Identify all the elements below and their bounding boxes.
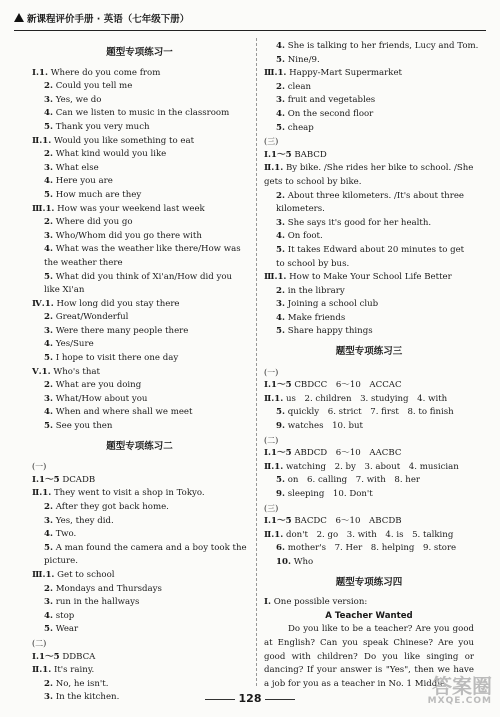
question-number: 4. [44,108,53,119]
answer-line [32,569,247,583]
answer-text: clean [287,81,312,92]
answer-line [264,230,474,244]
question-number: 4. [44,529,53,540]
answer-line [264,271,474,285]
question-number: Ⅲ.1. [32,203,55,214]
question-number: 4. [276,312,285,323]
answer-text: BACDC 6～10 ABCDB [294,516,402,527]
answer-line [264,461,474,475]
answer-text: What did you think of Xi'an/How did you like Xi'an [44,271,233,296]
answer-text: On the second floor [287,108,374,119]
question-number: Ⅱ.1. [264,529,284,540]
answer-line [264,54,474,68]
question-number: Ⅲ.1. [264,68,287,79]
answer-line [264,529,474,543]
question-number: Ⅳ.1. [32,298,54,309]
question-number: Ⅱ.1. [32,665,52,676]
answer-text: cheap [287,122,314,133]
answer-text: run in the hallways [55,597,140,608]
question-number: 4. [44,339,53,350]
answer-line [264,108,474,122]
answer-text: What/How about you [55,393,148,404]
question-number: Ⅲ.1. [32,569,55,580]
book-title: 新课程评价手册 · 英语（七年级下册） [27,14,190,25]
answer-text: Get to school [57,569,115,580]
answer-text: What else [55,162,99,173]
answer-text: When and where shall we meet [55,407,193,418]
question-number: 5. [276,326,285,337]
answer-text: One possible version: [273,597,368,608]
answer-line [32,107,247,121]
answer-text: sleeping 10. Don't [287,489,373,499]
answer-text: Here you are [55,176,113,187]
answer-line [32,189,247,203]
answer-line [264,420,474,434]
essay-title: A Teacher Wanted [325,610,413,621]
question-number: 3. [276,299,285,310]
question-number: 5. [276,407,285,418]
answer-text: About three kilometers. /It's about three kilometers. [276,190,464,215]
answer-text: Nine/9. [287,54,320,65]
answer-text: Who/Whom did you go there with [55,230,202,241]
answer-line [32,203,247,217]
answer-text: Were there many people there [55,325,189,336]
answer-line [32,135,247,149]
question-number: 5. [44,271,53,282]
question-number: Ⅰ.1～5 [32,651,60,662]
watermark-text: 答案圈 [432,674,492,698]
question-number: 6. [276,543,285,554]
section-heading: 题型专项练习一 [106,47,173,58]
answer-text: Who's that [53,366,100,377]
answer-line [32,243,247,270]
answer-line [32,298,247,312]
section-heading: 题型专项练习二 [106,440,173,452]
answer-line [264,515,474,529]
subsection-label: (三) [264,137,279,147]
question-number: 9. [276,489,285,499]
question-number: 10. [276,556,291,567]
answer-line [264,162,474,189]
answer-line [32,406,247,420]
book-logo-icon [14,13,24,22]
question-number: 3. [276,217,285,228]
answer-text: ABDCD 6～10 AACBC [294,448,402,459]
answer-text: After they got back home. [55,502,169,512]
answer-line [32,325,247,339]
answer-line [32,271,247,298]
answer-line [264,40,479,54]
question-number: 5. [276,475,285,486]
answer-line [32,420,247,434]
question-number: 3. [44,230,53,241]
answer-line [32,162,247,176]
answer-text: Can we listen to music in the classroom [55,108,230,119]
question-number: 5. [276,244,285,255]
answer-line [32,596,247,610]
page-header [14,6,486,31]
question-number: 3. [44,597,53,608]
question-number: 3. [44,393,53,404]
answer-line [264,190,474,217]
question-number: 4. [276,108,285,119]
question-number: 4. [44,610,53,621]
answer-line [32,528,247,542]
answer-text: In the kitchen. [55,692,120,703]
answer-line [32,474,247,488]
answer-line [264,542,474,556]
answer-line [264,67,474,81]
question-number: 2. [44,149,53,160]
answer-line [264,488,474,502]
question-number: 5. [276,122,285,133]
answer-line [32,216,247,230]
question-number: 2. [44,81,53,92]
answer-text: DCADB [62,474,96,485]
answer-text: It's rainy. [53,665,95,676]
question-number: 2. [44,502,53,512]
question-number: 4. [44,407,53,418]
question-number: Ⅱ.1. [32,488,52,499]
question-number: Ⅰ.1～5 [264,380,292,391]
answer-text: quickly 6. strict 7. first 8. to finish [287,407,454,418]
answer-text: By bike. /She rides her bike to school. /She gets to school by bike. [264,163,474,187]
answer-text: Yes, they did. [55,515,114,526]
section-heading: 题型专项练习三 [335,346,403,358]
answer-line [264,217,474,231]
question-number: Ⅰ. [264,597,272,608]
question-number: 3. [44,692,53,703]
answer-line [32,366,247,380]
answer-line [32,515,247,529]
answer-line [32,121,247,135]
question-number: 4. [44,176,53,187]
left-column [32,40,247,705]
answer-text: What was the weather like there/How was the weather there [44,244,241,268]
question-number: 3. [44,515,53,526]
answer-line [32,379,247,393]
answer-line [32,501,247,515]
answer-text: She is talking to her friends, Lucy and Tom. [287,41,479,51]
answer-line [264,149,474,163]
footer-swash-right [265,699,295,700]
subsection-label: (三) [264,503,279,513]
question-number: 4. [276,231,285,242]
answer-text: DDBCA [62,651,96,662]
subsection-label: (一) [264,367,279,377]
question-number: 5. [276,54,285,65]
answer-line [32,230,247,244]
question-number: Ⅱ.1. [264,163,284,174]
question-number: Ⅰ.1～5 [264,448,292,459]
answer-line [32,94,247,108]
question-number: 3. [276,95,285,106]
question-number: 4. [44,244,53,255]
answer-line [32,651,247,665]
watermark-logo [414,676,492,712]
answer-line [32,148,247,162]
answer-text: Wear [55,624,79,635]
answer-text: watching 2. by 3. about 4. musician [285,461,459,472]
answer-line [264,298,474,312]
answer-line [264,447,474,461]
answer-text: How long did you stay there [56,298,180,309]
question-number: 2. [44,678,53,689]
answer-line [32,338,247,352]
answer-line [264,312,474,326]
answer-text: Could you tell me [55,81,133,92]
essay-paragraph: Do you like to be a teacher? Are you good at English? Can you speak Chinese? Are you good with children? Do you like singing or dancing? If your answer is "Yes", then we have a job for you as a teacher in No. 1 Middle [264,624,474,689]
subsection-label: (二) [264,435,279,445]
answer-line [32,664,247,678]
answer-text: Would you like something to eat [53,135,195,146]
question-number: Ⅰ.1～5 [264,149,292,160]
answer-text: Where did you go [55,217,133,228]
answer-text: How was your weekend last week [57,203,205,214]
question-number: 5. [44,542,53,553]
subsection-label: (二) [32,638,47,648]
answer-text: Yes, we do [55,94,102,105]
question-number: 2. [276,285,285,296]
answer-text: Thank you very much [55,121,150,132]
answer-line [32,311,247,325]
answer-line [264,393,474,407]
answer-line [264,406,474,420]
question-number: Ⅱ.1. [264,461,284,472]
question-number: 5. [44,421,53,432]
question-number: Ⅰ.1. [32,67,48,78]
answer-line [32,80,247,94]
question-number: Ⅲ.1. [264,272,287,283]
answer-line [32,352,247,366]
question-number: 2. [44,583,53,594]
question-number: 5. [44,624,53,635]
answer-text: in the library [287,285,345,296]
answer-text: It takes Edward about 20 minutes to get to school by bus. [276,244,465,269]
answer-text: Great/Wonderful [55,312,129,323]
question-number: 4. [276,41,285,51]
answer-text: on 6. calling 7. with 8. her [287,475,421,486]
answer-line [32,542,247,569]
answer-line [264,122,474,136]
answer-text: fruit and vegetables [287,95,376,106]
answer-text: A man found the camera and a boy took the picture. [44,542,247,567]
answer-text: us 2. children 3. studying 4. with [285,393,448,404]
answer-line [32,623,247,637]
answer-line [32,175,247,189]
answer-text: What are you doing [55,380,142,391]
answer-line [264,81,474,95]
answer-text: Joining a school club [287,299,379,310]
answer-text: don't 2. go 3. with 4. is 5. talking [285,529,454,540]
answer-text: Where do you come from [50,67,161,78]
question-number: Ⅴ.1. [32,366,51,377]
answer-text: They went to visit a shop in Tokyo. [53,488,205,499]
question-number: 5. [44,121,53,132]
answer-text: Share happy things [287,326,373,337]
question-number: 3. [44,162,53,173]
question-number: Ⅰ.1～5 [264,516,292,527]
answer-text: How to Make Your School Life Better [289,272,452,283]
question-number: 2. [44,380,53,391]
answer-text: How much are they [55,189,142,200]
answer-line [32,583,247,597]
answer-text: CBDCC 6～10 ACCAC [294,380,402,391]
answer-text: On foot. [287,231,323,242]
answer-text: watches 10. but [287,421,363,432]
answer-text: Make friends [287,312,346,323]
answer-text: Yes/Sure [55,339,94,350]
section-heading: 题型专项练习四 [335,576,403,588]
answer-line [264,94,474,108]
page-number: 128 [238,692,262,705]
question-number: 9. [276,421,285,432]
answer-text: Mondays and Thursdays [55,583,162,594]
question-number: 3. [44,94,53,105]
question-number: 3. [44,325,53,336]
question-number: Ⅱ.1. [264,393,284,404]
answer-line [32,610,247,624]
answer-line [264,379,474,393]
answer-line [264,474,474,488]
answer-text: I hope to visit there one day [55,353,179,364]
answer-text: stop [55,610,75,621]
answer-line [264,325,474,339]
watermark-url: MXQE.COM [427,696,492,706]
question-number: 5. [44,189,53,200]
question-number: 5. [44,353,53,364]
question-number: Ⅰ.1～5 [32,474,60,485]
column-divider [256,38,257,686]
answer-line [264,244,474,271]
answer-line [32,487,247,501]
answer-line [32,67,247,81]
answer-line [264,596,474,610]
question-number: 2. [276,190,285,201]
answer-text: BABCD [294,149,327,160]
answer-text: Happy-Mart Supermarket [289,68,403,79]
question-number: 2. [44,312,53,323]
answer-text: She says it's good for her health. [287,217,432,228]
answer-text: Who [293,556,314,567]
answer-text: Two. [55,529,77,540]
answer-text: See you then [55,421,113,432]
question-number: 2. [44,217,53,228]
subsection-label: (一) [32,462,47,472]
answer-line [264,285,474,299]
answer-text: mother's 7. Her 8. helping 9. store [287,543,457,554]
answer-line [264,556,474,570]
answer-text: No, he isn't. [55,678,109,689]
question-number: Ⅱ.1. [32,135,52,146]
answer-line [32,678,247,692]
question-number: 2. [276,81,285,92]
answer-line [32,393,247,407]
answer-text: What kind would you like [55,149,167,160]
footer-swash-left [205,699,235,700]
